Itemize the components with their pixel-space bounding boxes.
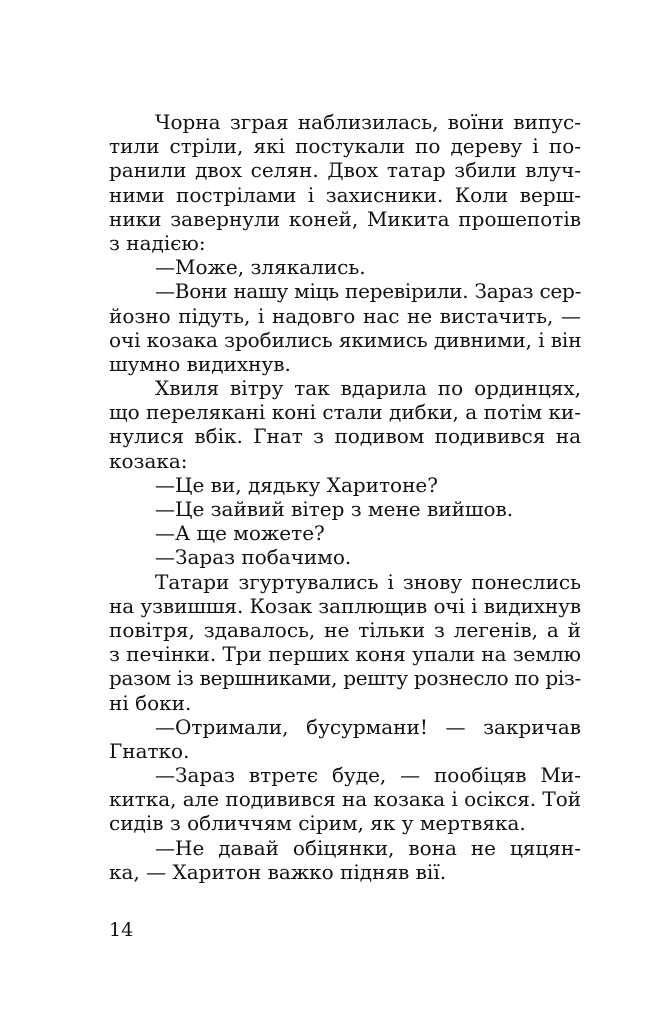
text-line: —Вони нашу міць перевірили. Зараз сер- [155, 279, 582, 304]
text-line: з печінки. Три перших коня упали на землю [109, 642, 581, 667]
text-line: Татари згуртувались і знову понеслись [155, 569, 581, 594]
text-line: тили стріли, які постукали по дереву і по- [109, 134, 581, 159]
text-line: —А ще можете? [155, 521, 325, 546]
text-line: —Отримали, бусурмани! — закричав [155, 714, 581, 739]
body-text [109, 110, 581, 884]
text-line: Хвиля вітру так вдарила по ординцях, [155, 376, 581, 401]
text-line: сидів з обличчям сірим, як у мертвяка. [109, 811, 526, 836]
text-line: китка, але подивився на козака і осікся. Той [109, 787, 581, 812]
text-line: ранили двох селян. Двох татар збили влуч- [109, 158, 581, 183]
text-line: шумно видихнув. [109, 351, 291, 376]
text-line: що перелякані коні стали дибки, а потім ки- [109, 400, 581, 425]
text-line: —Не давай обіцянки, вона не цяцян- [155, 835, 581, 860]
text-line: йозно підуть, і надовго нас не вистачить, — [109, 303, 581, 328]
text-line: —Може, злякались. [155, 255, 366, 280]
text-line: —Зараз побачимо. [155, 545, 352, 570]
page-number: 14 [109, 919, 134, 941]
text-line: нулися вбік. Гнат з подивом подивився на [109, 424, 581, 449]
text-line: з надією: [109, 230, 206, 255]
text-line: Чорна зграя наблизилась, воїни випус- [155, 110, 581, 134]
text-line: очі козака зробились якимись дивними, і він [109, 327, 582, 352]
text-line: ники завернули коней, Микита прошепотів [109, 206, 581, 231]
text-line: повітря, здавалось, не тільки з легенів, а й [109, 617, 581, 642]
text-line: ка, — Харитон важко підняв вії. [109, 859, 447, 884]
text-line: ні боки. [109, 690, 192, 715]
text-line: козака: [109, 448, 188, 473]
text-line: —Зараз втретє буде, — пообіцяв Ми- [155, 763, 581, 788]
text-line: Гнатко. [109, 738, 190, 763]
text-line: ними пострілами і захисники. Коли верш- [109, 182, 581, 207]
text-line: —Це зайвий вітер з мене вийшов. [155, 497, 514, 521]
text-line: на узвишшя. Козак заплющив очі і видихнув [109, 593, 582, 618]
text-line: разом із вершниками, решту рознесло по різ- [109, 666, 581, 691]
text-line: —Це ви, дядьку Харитоне? [155, 472, 438, 497]
